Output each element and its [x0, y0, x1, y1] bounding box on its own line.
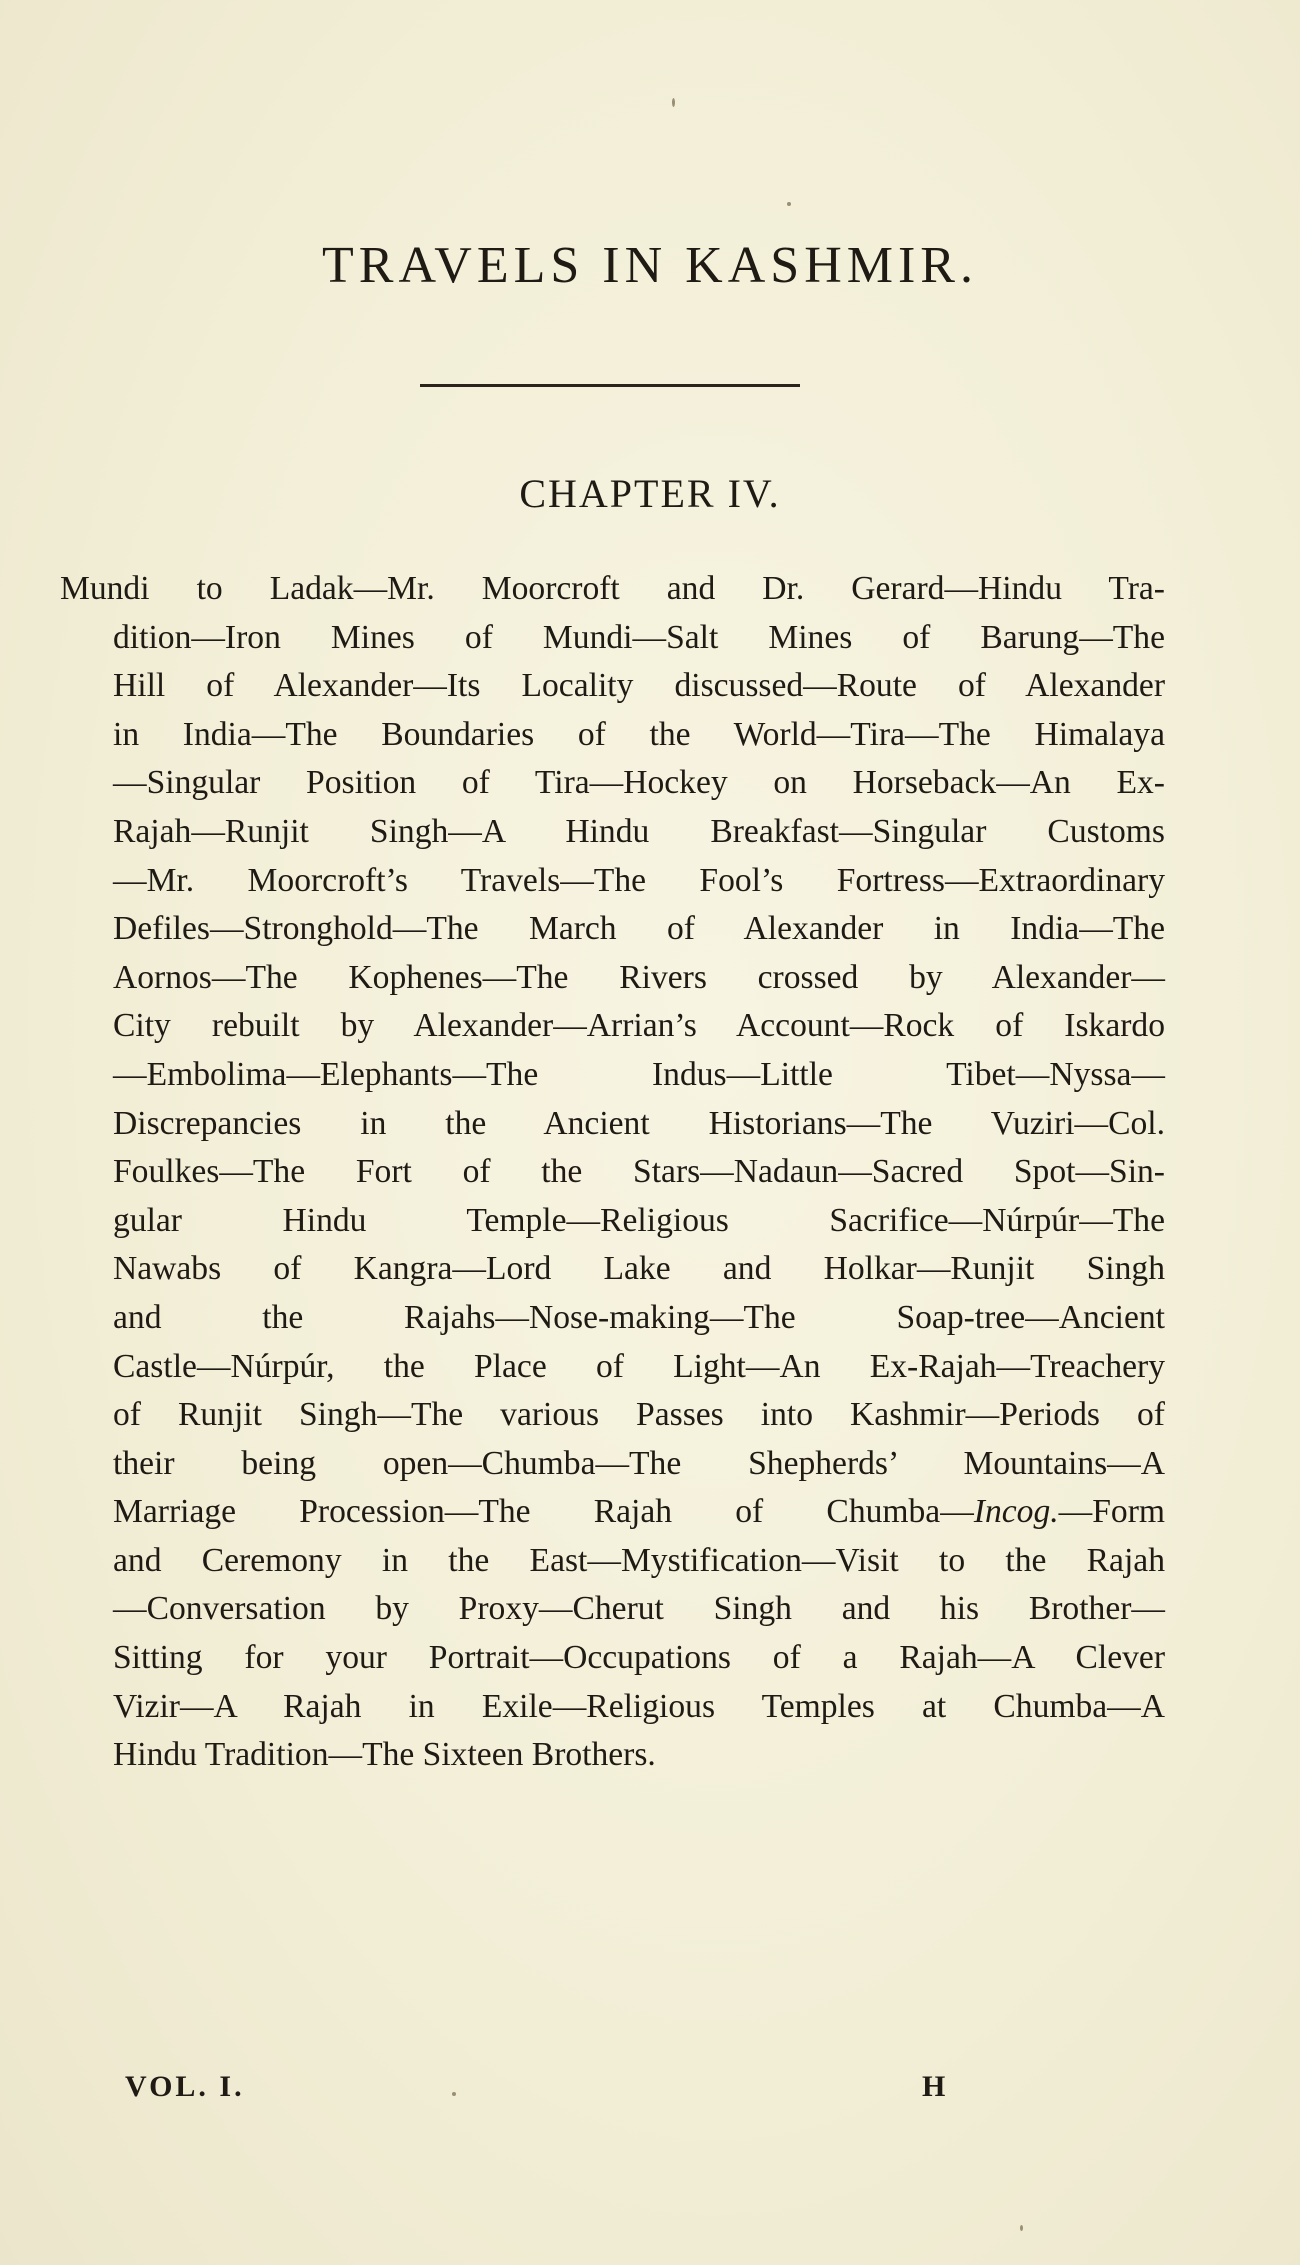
- summary-line: Sitting for your Portrait—Occupations of a Rajah—A Clever: [113, 1639, 1165, 1677]
- summary-line: Discrepancies in the Ancient Historians—The Vuziri—Col.: [113, 1104, 1165, 1142]
- summary-text: —Form: [1058, 1493, 1165, 1531]
- summary-line: Mundi to Ladak—Mr. Moorcroft and Dr. Gerard—Hindu Tra-: [60, 570, 1165, 607]
- title-rule: [420, 384, 800, 387]
- summary-line: Castle—Núrpúr, the Place of Light—An Ex-Rajah—Treachery: [113, 1347, 1165, 1385]
- volume-marker: VOL. I.: [125, 2070, 245, 2103]
- summary-line: Hill of Alexander—Its Locality discussed—Route of Alexander: [113, 667, 1165, 705]
- summary-line: Defiles—Stronghold—The March of Alexander in India—The: [113, 910, 1165, 948]
- summary-line: —Embolima—Elephants—The Indus—Little Tibet—Nyssa—: [113, 1055, 1165, 1093]
- summary-line: Nawabs of Kangra—Lord Lake and Holkar—Runjit Singh: [113, 1250, 1165, 1288]
- summary-line: of Runjit Singh—The various Passes into Kashmir—Periods of: [113, 1396, 1165, 1434]
- summary-line-with-italic: [60, 1488, 1165, 1537]
- summary-line: gular Hindu Temple—Religious Sacrifice—Núrpúr—The: [113, 1201, 1165, 1239]
- summary-line: in India—The Boundaries of the World—Tira—The Himalaya: [113, 715, 1165, 753]
- summary-line: —Mr. Moorcroft’s Travels—The Fool’s Fortress—Extraordinary: [113, 861, 1165, 899]
- summary-line: Vizir—A Rajah in Exile—Religious Temples at Chumba—A: [113, 1687, 1165, 1725]
- paper-speck: [1020, 2225, 1023, 2231]
- summary-line: Aornos—The Kophenes—The Rivers crossed by Alexander—: [113, 958, 1165, 996]
- summary-line: Foulkes—The Fort of the Stars—Nadaun—Sacred Spot—Sin-: [113, 1153, 1165, 1191]
- summary-line: Rajah—Runjit Singh—A Hindu Breakfast—Singular Customs: [113, 812, 1165, 850]
- summary-line: Hindu Tradition—The Sixteen Brothers.: [113, 1736, 656, 1774]
- summary-line: and the Rajahs—Nose-making—The Soap-tree—Ancient: [113, 1298, 1165, 1336]
- summary-line: —Singular Position of Tira—Hockey on Horseback—An Ex-: [113, 764, 1165, 802]
- paper-speck: [787, 202, 791, 206]
- paper-speck: [452, 2092, 456, 2096]
- chapter-heading: CHAPTER IV.: [519, 471, 781, 516]
- italic-term: Incog.: [973, 1493, 1059, 1531]
- summary-line: their being open—Chumba—The Shepherds’ Mountains—A: [113, 1444, 1165, 1482]
- running-title: TRAVELS IN KASHMIR.: [322, 237, 978, 294]
- summary-line: and Ceremony in the East—Mystification—Visit to the Rajah: [113, 1541, 1165, 1579]
- signature-mark: H: [922, 2070, 946, 2103]
- chapter-summary: [60, 565, 1165, 1780]
- summary-line: —Conversation by Proxy—Cherut Singh and his Brother—: [113, 1590, 1165, 1628]
- summary-line: dition—Iron Mines of Mundi—Salt Mines of Barung—The: [113, 618, 1165, 656]
- summary-text: Marriage Procession—The Rajah of Chumba—: [113, 1493, 974, 1531]
- paper-speck: [672, 98, 675, 107]
- summary-line: City rebuilt by Alexander—Arrian’s Account—Rock of Iskardo: [113, 1007, 1165, 1045]
